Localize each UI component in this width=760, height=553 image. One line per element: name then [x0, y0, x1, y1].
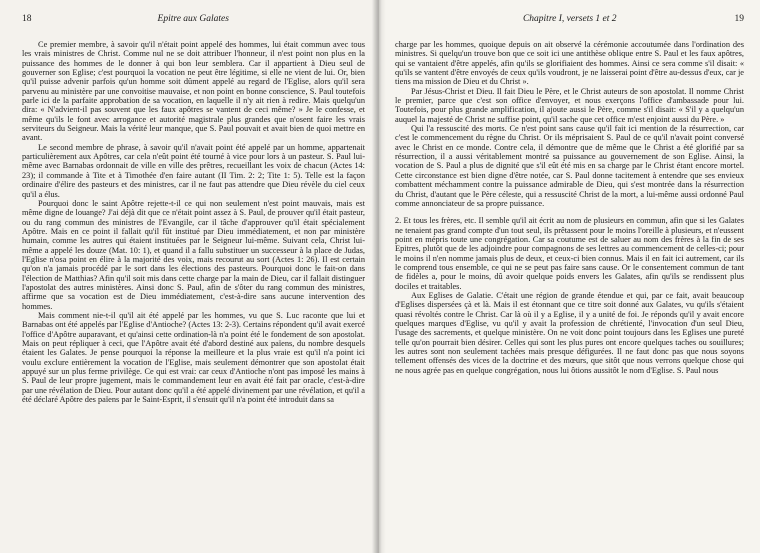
- left-page: [0, 0, 379, 553]
- left-page-body: [22, 40, 365, 404]
- left-running-head: Epitre aux Galates: [157, 14, 229, 24]
- paragraph: Qui l'a ressuscité des morts. Ce n'est point sans cause qu'il fait ici mention de la résurrection, car c'est le commencement du règne du Christ. Or ils méprisaient S. Paul de ce qu'il n'avait point conversé avec le Christ en ce monde. Contre cela, il démontre que de même que le Christ a été glorifié par sa résurrection, il a aussi véritablement montré sa puissance au gouvernement de son Eglise. Ainsi, la vocation de S. Paul a plus de dignité que s'il eût été mis en sa charge par le Christ étant encore mortel. Cette circonstance est bien digne d'être notée, car S. Paul donne tacitement à entendre que ses envieux combattent méchamment contre la puissance admirable de Dieu, qui s'est montrée dans la résurrection du Christ, d'autant que le Père céleste, qui a ressuscité Christ de la mort, a lui-même aussi ordonné Paul comme annonciateur de sa propre puissance.: [395, 124, 744, 208]
- right-page-body: [395, 40, 744, 375]
- paragraph: Aux Eglises de Galatie. C'était une région de grande étendue et qui, par ce fait, avait beaucoup d'Eglises dispersées çà et là. Mais il est étonnant que ce titre soit donné aux Galates, vu qu'ils s'étaient quasi révoltés contre le Christ. Car là où il y a Eglise, il y a unité de foi. Je réponds qu'il y avait encore quelques marques d'Eglise, vu qu'il y avait la profession de chrétienté, l'invocation d'un seul Dieu, l'usage des sacrements, et quelque ministère. On ne voit donc point toujours dans les Eglises une pureté telle qu'on pourrait bien désirer. Celles qui sont les plus pures ont encore quelques taches ou souillures; les autres sont non seulement tachées mais presque défigurées. Il ne faut donc pas que nous soyons tellement offensés des vices de la doctrine et des mœurs, que sitôt que nous verrons quelque chose qui ne nous agrée pas en quelque congrégation, nous lui ôtions aussitôt le nom d'Eglise. S. Paul nous: [395, 290, 744, 375]
- right-page-header: [395, 14, 744, 28]
- paragraph: Pourquoi donc le saint Apôtre rejette-t-il ce qui non seulement n'est point mauvais, mais est même digne de louange? J'ai déjà dit que ce n'était point assez à S. Paul, de prouver qu'il était pasteur, ou du rang commun des ministres de l'Evangile, car il tâche d'approuver qu'il était spécialement Apôtre. Mais en ce point il fallait qu'il fût institué par Dieu immédiatement, et non par ministère humain, comme les autres qui étaient instituées par le Seigneur lui-même. Suivant cela, Christ lui-même a appelé les douze (Mat. 10: 1), et quand il a fallu substituer un successeur à la place de Judas, l'Eglise n'osa point en élire à la majorité des voix, mais recourut au sort (Actes 1: 26). Il est certain qu'on n'a jamais procédé par le sort dans les élections des pasteurs. Pourquoi donc le fait-on dans l'élection de Matthias? Afin qu'il soit mis dans cette charge par la main de Dieu, car il fallait distinguer l'apostolat des autres ministères. Ainsi donc S. Paul, afin de s'ôter du rang commun des ministres, affirme que sa vocation est de Dieu immédiatement, c'est-à-dire sans aucune intervention des hommes.: [22, 198, 365, 311]
- page-fold-shadow: [371, 0, 379, 553]
- paragraph: Mais comment nie-t-il qu'il ait été appelé par les hommes, vu que S. Luc raconte que lui et Barnabas ont été appelés par l'Eglise d'Antioche? (Actes 13: 2-3). Certains répondent qu'il avait exercé l'office d'Apôtre auparavant, et qu'ainsi cette ordination-là n'a point été le fondement de son apostolat. Mais on peut répliquer à ceci, que l'Apôtre avait été d'abord destiné aux païens, du nombre desquels étaient les Galates. Je pense pourquoi la réponse la meilleure et la plus vraie est qu'il n'a point ici voulu exclure entièrement la vocation de l'Eglise, mais seulement démontrer que son apostolat était appuyé sur un plus ferme privilège. Ce qui est vrai: car ceux d'Antioche n'ont pas imposé les mains à S. Paul de leur propre jugement, mais le commandement leur en avait été fait par oracle, c'est-à-dire par une révélation de Dieu. Pour autant donc qu'il a été appelé divinement par une révélation, et qu'il a été déclaré Apôtre des païens par le Saint-Esprit, il s'ensuit qu'il n'a point été introduit dans sa: [22, 310, 366, 405]
- paragraph: 2. Et tous les frères, etc. Il semble qu'il ait écrit au nom de plusieurs en commun, afin que si les Galates ne tenaient pas grand compte d'un tout seul, ils prêtassent pour le moins l'oreille à plusieurs, et n'eussent point en mépris toute une congrégation. Car sa coutume est de saluer au nom des frères à la fin de ses Epitres, plutôt que de les adjoindre pour compagnons de ses lettres au commencement de celles-ci; pour le moins il n'en nomme jamais plus de deux, et ceux-ci bien connus. Mais il en fait ici autrement, car ils le comprend tous ensemble, ce qui ne se peut pas faire sans cause. Or le consentement commun de tant de fidèles a, pour le moins, dû avoir quelque poids envers les Galates, afin qu'ils se rendissent plus dociles et traitables.: [395, 216, 744, 291]
- right-page: [379, 0, 760, 553]
- left-page-number: 18: [22, 14, 32, 24]
- left-page-header: [22, 14, 365, 28]
- paragraph: Ce premier membre, à savoir qu'il n'était point appelé des hommes, lui était commun avec tous les vrais ministres de Christ. Comme nul ne se doit attribuer l'honneur, il n'est point non plus en la puissance des hommes de le donner à qui bon leur semblera. Car il appartient à Dieu seul de gouverner son Eglise; c'est pourquoi la vocation ne peut être légitime, si elle ne vient de lui. Or, bien qu'il puisse advenir parfois qu'un homme soit dûment appelé au regard de l'Eglise, alors qu'il sera parvenu au ministère par une convoitise mauvaise, et non point en bonne conscience, S. Paul toutefois parle ici de la parfaite approbation de sa vocation, en laquelle il n'y ait rien à redire. Mais quelqu'un dira: « N'advient-il pas souvent que les faux apôtres se vantent de ceci même? » Je le confesse, et même qu'ils le font avec arrogance et autorité magistrale plus grandes que n'osent faire les vrais serviteurs du Seigneur. Mais la vérité leur manque, que S. Paul pouvait et avait bien de quoi mettre en avant.: [22, 40, 365, 143]
- paragraph: charge par les hommes, quoique depuis on ait observé la cérémonie accoutumée dans l'ordination des ministres. Si quelqu'un trouve bon que ce soit ici une antithèse oblique entre S. Paul et les faux apôtres, qui se vantaient d'être appelés, afin qu'ils se glorifiaient des hommes. Ainsi ce sera comme s'il disait: « qu'ils se vantent d'être envoyés de ceux qu'ils voudront, je ne laisserai point d'être au-dessus d'eux, car je tiens ma mission de Dieu et du Christ ».: [395, 40, 744, 87]
- right-running-head: Chapitre I, versets 1 et 2: [522, 14, 617, 24]
- paragraph: Par Jésus-Christ et Dieu. Il fait Dieu le Père, et le Christ auteurs de son apostolat. Il nomme Christ le premier, parce que c'est son office d'envoyer, et nous exerçons l'office d'ambassade pour lui. Toutefois, pour plus grande amplification, il ajoute aussi le Père, comme s'il disait: « S'il y a quelqu'un auquel la majesté de Christ ne suffise point, qu'il sache que cet office m'est enjoint aussi du Père. »: [395, 86, 744, 124]
- paragraph: Le second membre de phrase, à savoir qu'il n'avait point été appelé par un homme, appartenait particulièrement aux Apôtres, car cela n'eût point été tourné à vice pour lors à un pasteur. S. Paul lui-même avec Barnabas ordonnait de ville en ville des prêtres, recueillant les voix de chacun (Actes 14: 23); il commande à Tite et à Timothée d'en faire autant (II Tim. 2: 2; Tite 1: 5). Telle est la façon ordinaire d'élire des pasteurs et des ministres, car il ne faut pas attendre que Dieu révèle du ciel ceux qu'il a élus.: [22, 142, 365, 199]
- right-page-number: 19: [734, 14, 744, 24]
